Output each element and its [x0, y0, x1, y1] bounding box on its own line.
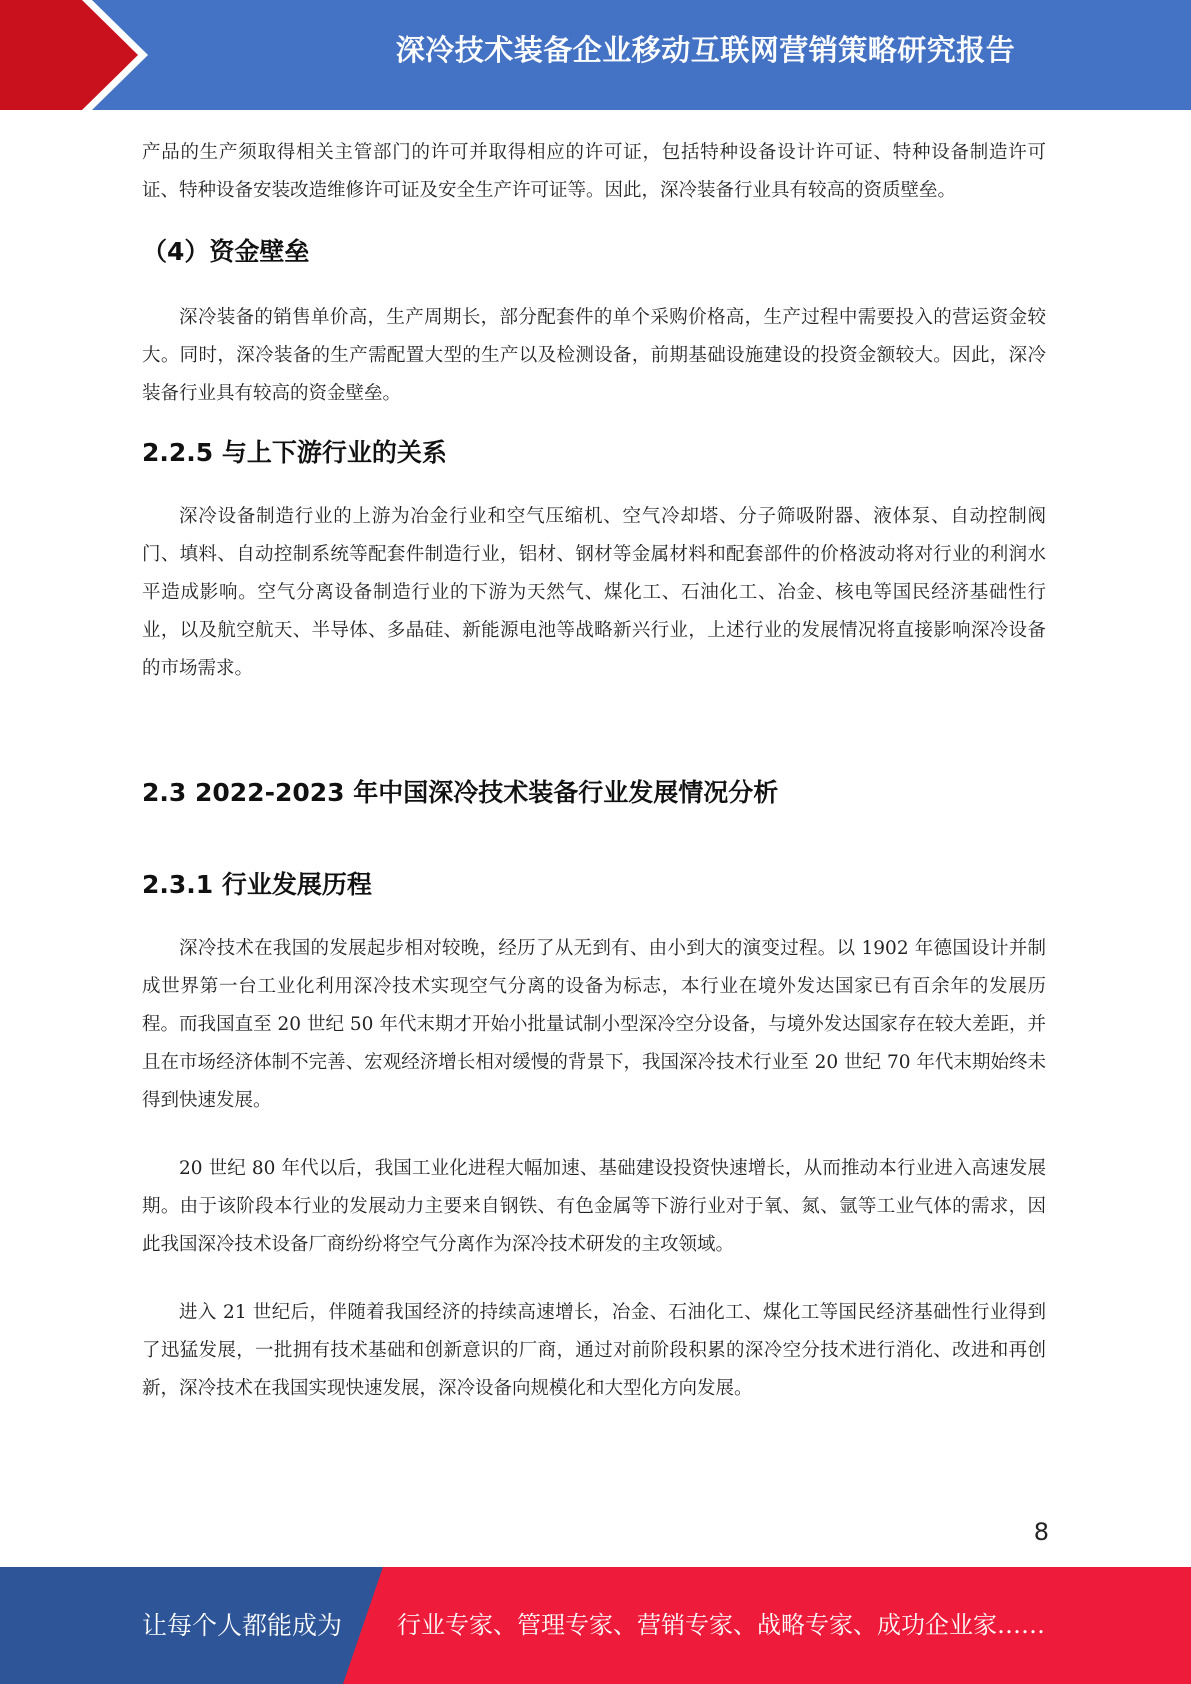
section-heading-2-3-1: 2.3.1 行业发展历程 — [142, 870, 372, 899]
paragraph: 深冷技术在我国的发展起步相对较晚，经历了从无到有、由小到大的演变过程。以 1902 年德国设计并制成世界第一台工业化利用深冷技术实现空气分离的设备为标志，本行业在境外发达国家已有百余年的发展历程。而我国直至 20 世纪 50 年代末期才开始小批量试制小型深冷空分设备，与境外发达国家存在较大差距，并且在市场经济体制不完善、宏观经济增长相对缓慢的背景下，我国深冷技术行业至 20 世纪 70 年代末期始终未得到快速发展。 — [142, 938, 1046, 1111]
report-title: 深冷技术装备企业移动互联网营销策略研究报告 — [395, 33, 1016, 67]
page-number: 8 — [1033, 1518, 1049, 1546]
paragraph: 深冷设备制造行业的上游为冶金行业和空气压缩机、空气冷却塔、分子筛吸附器、液体泵、自动控制阀门、填料、自动控制系统等配套件制造行业，铝材、钢材等金属材料和配套部件的价格波动将对行业的利润水平造成影响。空气分离设备制造行业的下游为天然气、煤化工、石油化工、冶金、核电等国民经济基础性行业，以及航空航天、半导体、多晶硅、新能源电池等战略新兴行业，上述行业的发展情况将直接影响深冷设备的市场需求。 — [142, 506, 1046, 679]
paragraph: 深冷装备的销售单价高，生产周期长，部分配套件的单个采购价格高，生产过程中需要投入的营运资金较大。同时，深冷装备的生产需配置大型的生产以及检测设备，前期基础设施建设的投资金额较大。因此，深冷装备行业具有较高的资金壁垒。 — [142, 307, 1046, 404]
section-heading-2-3: 2.3 2022-2023 年中国深冷技术装备行业发展情况分析 — [142, 778, 779, 807]
footer-slogan-left: 让每个人都能成为 — [142, 1611, 343, 1640]
footer-slogan-right: 行业专家、管理专家、营销专家、战略专家、成功企业家…… — [397, 1611, 1045, 1639]
paragraph: 产品的生产须取得相关主管部门的许可并取得相应的许可证，包括特种设备设计许可证、特种设备制造许可证、特种设备安装改造维修许可证及安全生产许可证等。因此，深冷装备行业具有较高的资质壁垒。 — [142, 142, 1046, 201]
page-header — [0, 0, 1191, 110]
section-heading-2-2-5: 2.2.5 与上下游行业的关系 — [142, 438, 447, 467]
page-content — [142, 134, 1046, 1408]
paragraph: 进入 21 世纪后，伴随着我国经济的持续高速增长，冶金、石油化工、煤化工等国民经济基础性行业得到了迅猛发展，一批拥有技术基础和创新意识的厂商，通过对前阶段积累的深冷空分技术进行消化、改进和再创新，深冷技术在我国实现快速发展，深冷设备向规模化和大型化方向发展。 — [142, 1302, 1046, 1399]
paragraph: 20 世纪 80 年代以后，我国工业化进程大幅加速、基础建设投资快速增长，从而推动本行业进入高速发展期。由于该阶段本行业的发展动力主要来自钢铁、有色金属等下游行业对于氧、氮、氩等工业气体的需求，因此我国深冷技术设备厂商纷纷将空气分离作为深冷技术研发的主攻领域。 — [142, 1158, 1046, 1255]
page-footer — [0, 1567, 1191, 1684]
section-heading-capital-barrier: （4）资金壁垒 — [142, 237, 310, 266]
